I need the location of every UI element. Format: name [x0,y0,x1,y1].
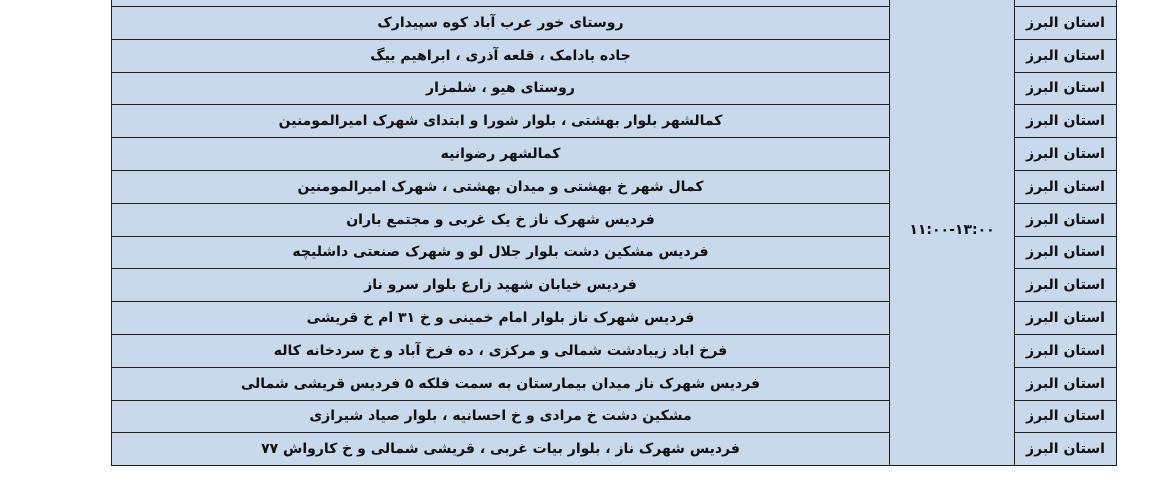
province-cell: استان البرز [1015,7,1117,40]
address-cell: کمالشهر بلوار بهشتی ، بلوار شورا و ابتدای شهرک امیرالمومنین [112,105,890,138]
address-cell: جاده بادامک ، قلعه آذری ، ابراهیم بیگ [112,39,890,72]
province-cell: استان البرز [1015,269,1117,302]
province-cell: استان البرز [1015,302,1117,335]
province-cell: استان البرز [1015,334,1117,367]
address-cell: روستای خور عرب آباد کوه سپیدارک [112,7,890,40]
province-cell: استان البرز [1015,400,1117,433]
province-cell: استان البرز [1015,236,1117,269]
table-body [112,0,1117,466]
province-cell: استان البرز [1015,105,1117,138]
province-cell: استان البرز [1015,367,1117,400]
address-cell: کمال شهر خ بهشتی و میدان بهشتی ، شهرک امیرالمومنین [112,170,890,203]
province-cell: استان البرز [1015,72,1117,105]
address-cell: فرخ اباد زیبادشت شمالی و مرکزی ، ده فرخ آباد و خ سردخانه کاله [112,334,890,367]
address-cell: فردیس شهرک ناز بلوار امام خمینی و خ ۳۱ ام خ قریشی [112,302,890,335]
province-cell: استان البرز [1015,203,1117,236]
province-cell: استان البرز [1015,39,1117,72]
outage-schedule-table [111,0,1117,466]
address-cell: فردیس مشکین دشت بلوار جلال لو و شهرک صنعتی داشلیچه [112,236,890,269]
address-cell: فردیس شهرک ناز خ یک غربی و مجتمع باران [112,203,890,236]
address-cell: کمالشهر رضوانیه [112,138,890,171]
time-slot-cell: ۱۱:۰۰-۱۳:۰۰ [890,0,1015,466]
province-cell: استان البرز [1015,433,1117,466]
address-cell: مشکین دشت خ مرادی و خ احسانیه ، بلوار صیاد شیرازی [112,400,890,433]
address-cell: فردیس شهرک ناز میدان بیمارستان به سمت فلکه ۵ فردیس قریشی شمالی [112,367,890,400]
address-cell: فردیس شهرک ناز ، بلوار بیات غربی ، قریشی شمالی و خ کارواش ۷۷ [112,433,890,466]
province-cell: استان البرز [1015,138,1117,171]
address-cell: فردیس خیابان شهید زارع بلوار سرو ناز [112,269,890,302]
province-cell: استان البرز [1015,170,1117,203]
address-cell: روستای هیو ، شلمزار [112,72,890,105]
